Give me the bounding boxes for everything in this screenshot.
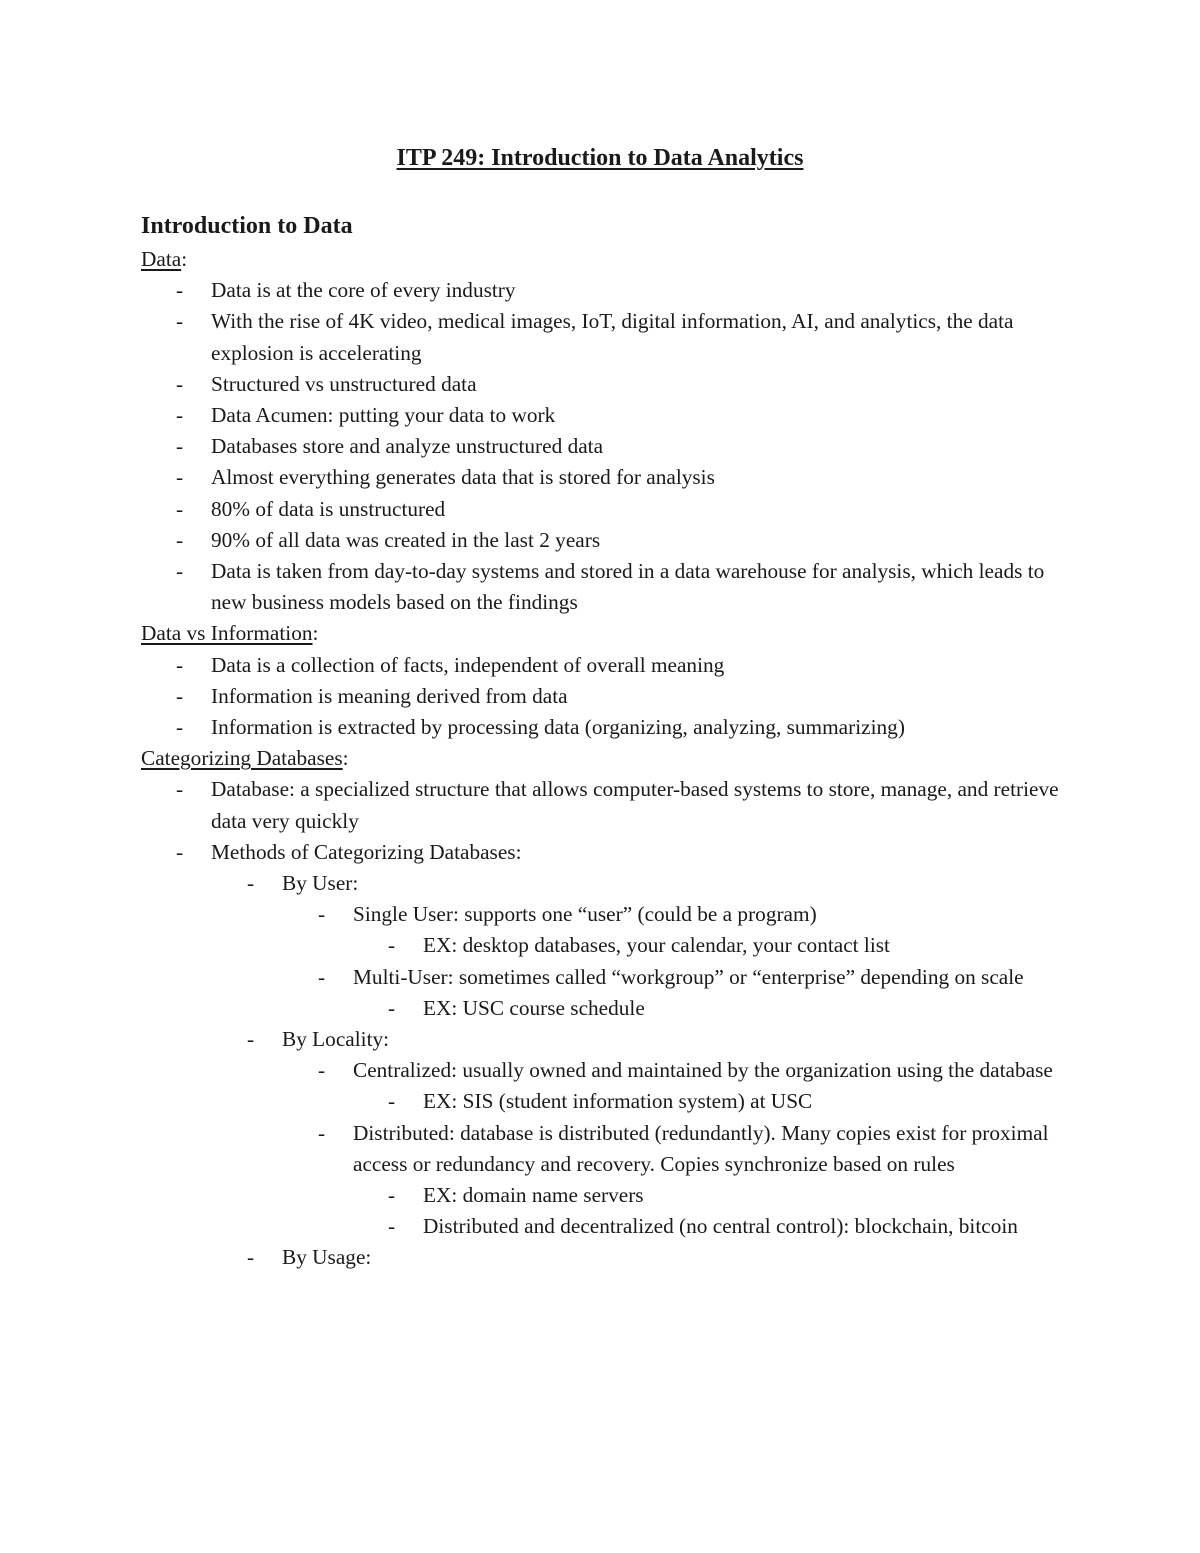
list-item: - Methods of Categorizing Databases: xyxy=(176,839,522,864)
list-item-by-user: - By User: xyxy=(247,871,359,896)
list-item: - 80% of data is unstructured xyxy=(176,496,446,521)
notes-body xyxy=(141,244,1071,1274)
list-item: - EX: SIS (student information system) at USC xyxy=(388,1089,813,1114)
section-heading: Introduction to Data xyxy=(141,213,353,239)
list-item: - Centralized: usually owned and maintained by the organization using the database xyxy=(318,1058,1053,1083)
list-item: - Distributed: database is distributed (redundantly). Many copies exist for proximal access or redundancy and recovery. Copies synchronize based on rules xyxy=(318,1120,1049,1176)
list-item: - Data is a collection of facts, independent of overall meaning xyxy=(176,652,725,677)
subsection-categorizing-label: Categorizing Databases: xyxy=(141,746,349,771)
list-item: - Structured vs unstructured data xyxy=(176,371,477,396)
list-item: - EX: USC course schedule xyxy=(388,995,645,1020)
list-item-by-usage: - By Usage: xyxy=(247,1245,372,1270)
list-item: - Information is extracted by processing data (organizing, analyzing, summarizing) xyxy=(176,715,905,740)
subsection-data-label: Data: xyxy=(141,247,188,271)
list-item: - EX: domain name servers xyxy=(388,1183,644,1208)
list-item: - Database: a specialized structure that allows computer-based systems to store, manage, and retrieve data very quickly xyxy=(176,777,1059,833)
list-item: - With the rise of 4K video, medical images, IoT, digital information, AI, and analytics, the data explosion is accelerating xyxy=(176,309,1014,365)
list-item: - 90% of all data was created in the last 2 years xyxy=(176,527,601,552)
document-title: ITP 249: Introduction to Data Analytics xyxy=(396,145,804,171)
subsection-info-label: Data vs Information: xyxy=(141,621,319,646)
list-item: - Almost everything generates data that is stored for analysis xyxy=(176,465,715,490)
list-item: - Single User: supports one “user” (could be a program) xyxy=(318,902,817,927)
list-item-by-locality: - By Locality: xyxy=(247,1027,390,1052)
list-item: - Data is taken from day-to-day systems and stored in a data warehouse for analysis, which leads to new business models based on the findings xyxy=(176,559,1045,615)
list-item: - Distributed and decentralized (no central control): blockchain, bitcoin xyxy=(388,1214,1018,1239)
list-item: - Data Acumen: putting your data to work xyxy=(176,403,556,427)
list-item: - Data is at the core of every industry xyxy=(176,278,516,303)
list-item: - Databases store and analyze unstructured data xyxy=(176,434,604,459)
list-item: - Multi-User: sometimes called “workgroup” or “enterprise” depending on scale xyxy=(318,964,1024,989)
list-item: - EX: desktop databases, your calendar, your contact list xyxy=(388,933,890,958)
list-item: - Information is meaning derived from data xyxy=(176,683,568,708)
